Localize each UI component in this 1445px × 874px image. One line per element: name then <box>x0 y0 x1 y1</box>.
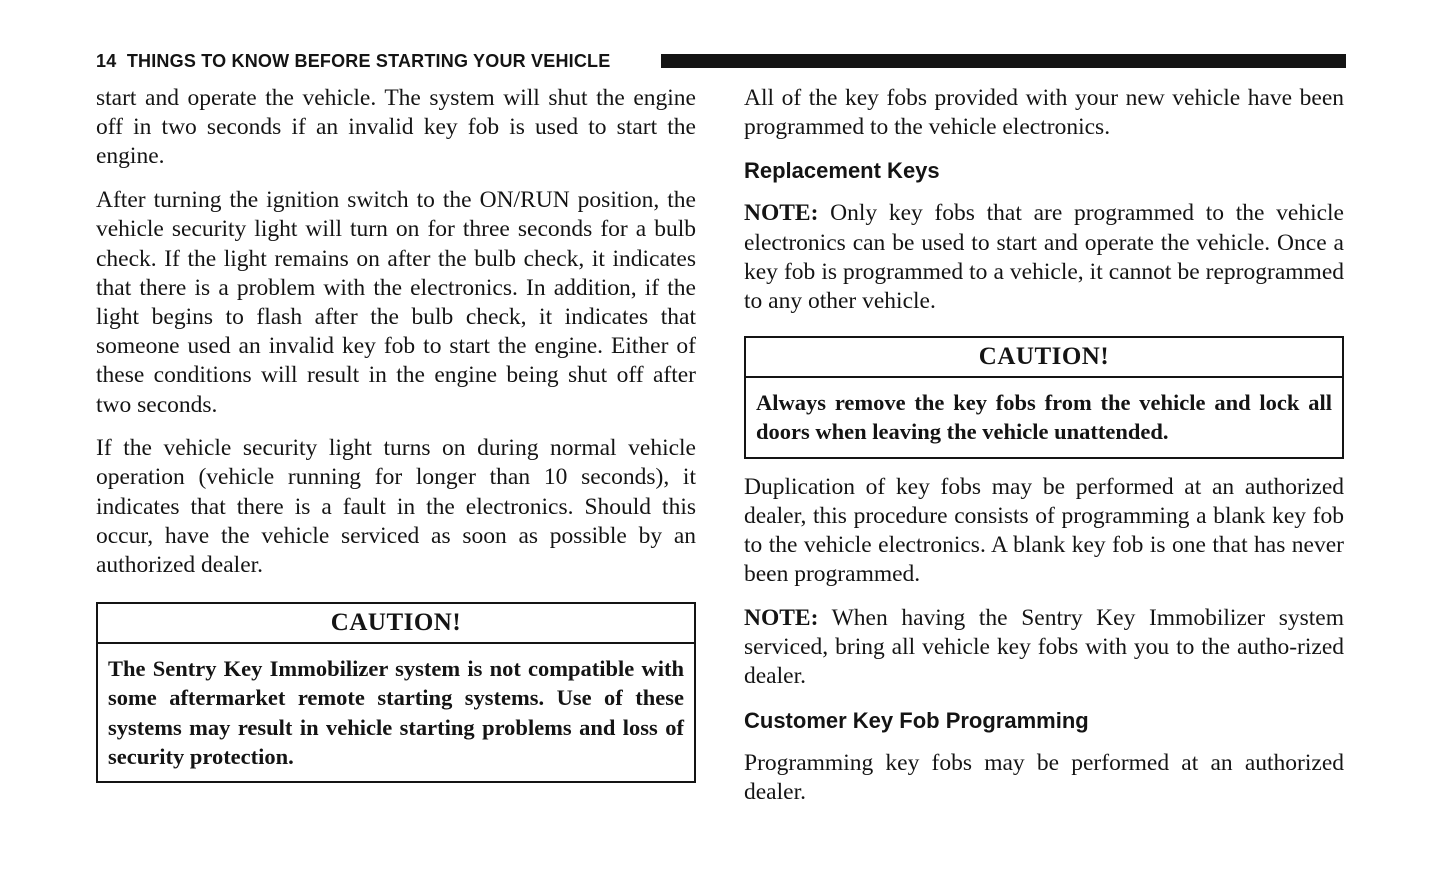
right-column <box>744 84 1344 821</box>
page-header <box>96 50 1346 72</box>
note-paragraph <box>744 199 1344 316</box>
caution-title: CAUTION! <box>746 338 1342 378</box>
section-title: THINGS TO KNOW BEFORE STARTING YOUR VEHICLE <box>126 51 611 71</box>
paragraph: Duplication of key fobs may be performed at an authorized dealer, this procedure consists of programming a blank key fob to the vehicle electronics. A blank key fob is one that has never been programmed. <box>744 473 1344 588</box>
header-rule <box>661 54 1346 68</box>
running-header <box>96 51 620 72</box>
note-text: When having the Sentry Key Immobilizer system serviced, bring all vehicle key fobs with you to the autho-rized dealer. <box>744 604 1344 690</box>
caution-body: Always remove the key fobs from the vehicle and lock all doors when leaving the vehicle unattended. <box>756 390 1332 445</box>
paragraph: All of the key fobs provided with your new vehicle have been programmed to the vehicle electronics. <box>744 85 1344 141</box>
caution-body: The Sentry Key Immobilizer system is not compatible with some aftermarket remote starting systems. Use of these systems may result in vehicle starting problems and loss of security protection. <box>108 656 684 769</box>
page-number: 14 <box>96 51 117 71</box>
paragraph: start and operate the vehicle. The system will shut the engine off in two seconds if an invalid key fob is used to start the engine. <box>96 85 696 170</box>
left-column <box>96 84 696 797</box>
note-label: NOTE: <box>744 200 819 227</box>
paragraph: After turning the ignition switch to the ON/RUN position, the vehicle security light will turn on for three seconds for a bulb check. If the light remains on after the bulb check, it indicates that there is a problem with the electronics. In addition, if the light begins to flash after the bulb check, it indicates that someone used an invalid key fob to start the engine. Either of these conditions will result in the engine being shut off after two seconds. <box>96 187 696 418</box>
caution-box <box>96 602 696 783</box>
paragraph: Programming key fobs may be performed at an authorized dealer. <box>744 749 1344 805</box>
caution-box <box>744 336 1344 458</box>
section-heading: Customer Key Fob Programming <box>744 707 1089 733</box>
paragraph: If the vehicle security light turns on during normal vehicle operation (vehicle running for longer than 10 seconds), it indicates that there is a fault in the electronics. Should this occur, have the vehicle serviced as soon as possible by an authorized dealer. <box>96 435 696 579</box>
note-text: Only key fobs that are programmed to the vehicle electronics can be used to start and operate the vehicle. Once a key fob is programmed to a vehicle, it cannot be reprogrammed to any other vehicle. <box>744 200 1344 315</box>
caution-title: CAUTION! <box>98 604 694 644</box>
note-paragraph <box>744 604 1344 692</box>
section-heading: Replacement Keys <box>744 158 940 184</box>
note-label: NOTE: <box>744 604 819 631</box>
